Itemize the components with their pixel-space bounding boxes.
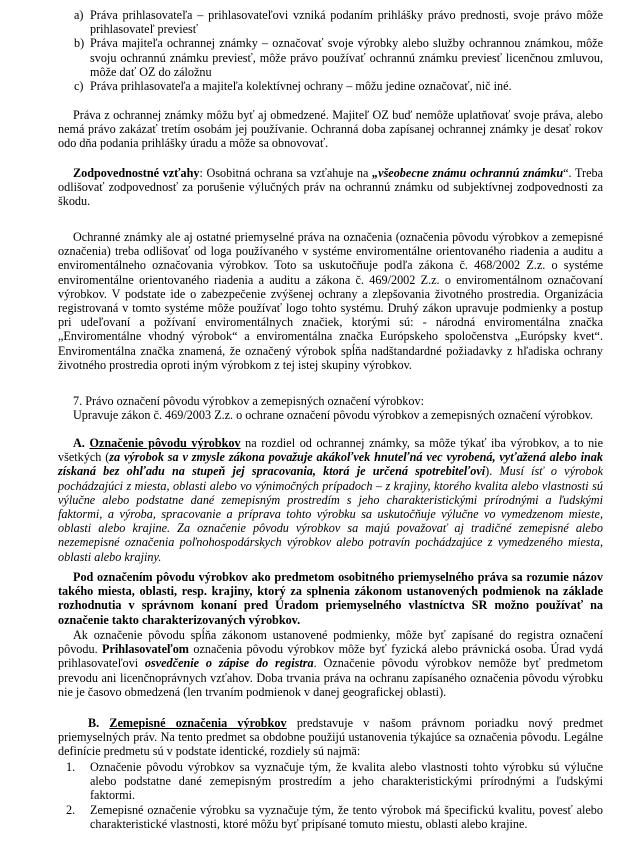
section-b-label: B. bbox=[88, 716, 110, 730]
list-item-text: Označenie pôvodu výrobkov sa vyznačuje tým, že kvalita alebo vlastnosti tohto výrobku sú výlučne alebo podstatne dané zemepisným prostredím a jeho charakteristickými prírodnými a ľudskými faktormi. bbox=[90, 760, 603, 803]
paragraph-origin-definition: Pod označením pôvodu výrobkov ako predmetom osobitného priemyselného práva sa rozumie názov takého miesta, oblasti, resp. krajiny, ktorý za splnenia zákonom ustanovených podmienok na základe rozhodnutia v správnom konaní pred Úradom priemyselného vlastníctva SR možno používať na označenie takto charakterizovaných výrobkov. bbox=[58, 570, 603, 627]
section-7-paragraph: Upravuje zákon č. 469/2003 Z.z. o ochrane označení pôvodu výrobkov a zemepisných označení výrobkov. bbox=[73, 408, 594, 422]
list-marker: a) bbox=[74, 8, 84, 22]
section-a-label: A. bbox=[73, 436, 90, 450]
paragraph-registration: Ak označenie pôvodu spĺňa zákonom ustanovené podmienky, môže byť zapísané do registra označení pôvodu. Prihlasovateľom označenia pôvodu výrobkov môže byť fyzická alebo právnická osoba. Úrad vydá prihlasovateľovi osvedčenie o zápise do registra. Označenie pôvodu výrobkov nemôže byť predmetom prevodu ani licenčnoprávnych vzťahov. Doba trvania práva na ochranu zapísaného označenia pôvodu výrobku nie je časovo obmedzená (len trvaním podmienok v danej geografickej oblasti). bbox=[58, 628, 603, 699]
list-item bbox=[58, 36, 603, 79]
section-b-paragraph: B. Zemepisné označenia výrobkov predstavuje v našom právnom poriadku nový predmet priemyselných práv. Na tento predmet sa obdobne použijú ustanovenia týkajúce sa označenia pôvodu. Legálne definície predmetu sú v podstate identické, rozdiely sú najmä: bbox=[58, 716, 603, 759]
list-marker: 1. bbox=[66, 760, 76, 774]
section-a-title: Označenie pôvodu výrobkov bbox=[89, 436, 241, 450]
list-item-text: Práva prihlasovateľa a majiteľa kolektívnej ochrany – môžu jedine označovať, nič iné. bbox=[90, 79, 512, 94]
section-a-paragraph: A. Označenie pôvodu výrobkov na rozdiel od ochrannej známky, sa môže týkať iba výrobkov, a to nie všetkých (za výrobok sa v zmysle zákona považuje akákoľvek hnuteľná vec vyrobená, vyťažená alebo inak získaná bez ohľadu na stupeň jej spracovania, ktorá je určená spotrebiteľovi). Musí ísť o výrobok pochádzajúci z miesta, oblasti alebo vo výnimočných prípadoch – z krajiny, ktorého kvalita alebo vlastnosti sú výlučne alebo podstatne dané zemepisným prostredím s jeho charakteristickými prírodnými a ľudskými faktormi, a výroba, spracovanie a príprava tohto výrobku sa uskutočňuje výlučne vo vymedzenom mieste, oblasti alebo krajine. Za označenie pôvodu výrobkov sa majú považovať aj tradičné zemepisné alebo nezemepisné označenia poľnohospodárskych výrobkov alebo potravín pochádzajúce z vymedzeného miesta, oblasti alebo krajiny. bbox=[58, 436, 603, 564]
paragraph-liability: Zodpovednostné vzťahy: Osobitná ochrana sa vzťahuje na „všeobecne známu ochrannú známku“. Treba odlišovať zodpovednosť za porušenie výlučných práv na ochrannú známku od subjektívnej zodpovednosti za škodu. bbox=[58, 166, 603, 209]
list-marker: b) bbox=[74, 36, 85, 51]
list-item bbox=[58, 8, 603, 36]
well-known-trademark: „všeobecne známu ochrannú známku bbox=[372, 166, 564, 180]
paragraph-environmental: Ochranné známky ale aj ostatné priemyselné práva na označenia (označenia pôvodu výrobkov a zemepisné označenia) treba odlišovať od loga používaného v systéme enviromentálne orientovaného riadenia a auditu a enviromentálneho označovania výrobkov. Toto sa uskutočňuje podľa zákona č. 468/2002 Z.z. o systéme enviromentálne orientovaného riadenia a auditu a zákona č. 469/2002 Z.z. o enviromentálnom označovaní výrobkov. V podstate ide o zabezpečenie zvýšenej ochrany a zlepšovania životného prostredia. Organizácia registrovaná v tomto systéme môže používať logo tohto systému. Druhý zákon upravuje podmienky a postup pri udeľovaní a požívaní enviromentálnych značiek, ktorými sú: - národná enviromentálna značka „Enviromentálne vhodný výrobok“ a enviromentálna značka Európskeho spoločenstva „Európsky kvet“. Enviromentálna značka znamená, že označený výrobok spĺňa nadštandardné požiadavky z hľadiska ochrany životného prostredia oproti iným výrobkom z tej istej skupiny výrobkov. bbox=[58, 230, 603, 372]
section-b-title: Zemepisné označenia výrobkov bbox=[109, 716, 287, 730]
paragraph-rights-limits: Práva z ochrannej známky môžu byť aj obmedzené. Majiteľ OZ buď nemôže uplatňovať svoje práva, alebo nemá právo zakázať tretím osobám jej používanie. Ochranná doba zapísanej ochrannej známky je desať rokov odo dňa podania prihlášky úradu a môže sa obnovovať. bbox=[58, 108, 603, 151]
registration-certificate: osvedčenie o zápise do registra bbox=[144, 656, 314, 671]
liability-heading: Zodpovednostné vzťahy bbox=[73, 166, 200, 180]
differences-list bbox=[58, 760, 603, 831]
list-marker: c) bbox=[74, 79, 84, 94]
list-item-text: Práva prihlasovateľa – prihlasovateľovi vzniká podaním prihlášky právo prednosti, svoje právo môže prihlasovateľ previesť bbox=[90, 8, 603, 37]
section-7-heading: 7. Právo označení pôvodu výrobkov a zemepisných označení výrobkov: bbox=[73, 394, 424, 408]
list-item-text: Práva majiteľa ochrannej známky – označovať svoje výrobky alebo služby ochrannou známkou, môže svoju ochrannú známku previesť, môže právo používať ochrannú známku previesť licenčnou zmluvou, môže dať OZ do záložnu bbox=[90, 36, 603, 79]
rights-list bbox=[58, 8, 603, 93]
list-item-text: Zemepisné označenie výrobku sa vyznačuje tým, že tento výrobok má špecifickú kvalitu, povesť alebo charakteristické vlastnosti, ktoré môžu byť pripísané tomuto miestu, oblasti alebo krajine. bbox=[90, 802, 603, 831]
applicant-term: Prihlasovateľom bbox=[102, 642, 189, 657]
list-item bbox=[58, 760, 603, 803]
list-item bbox=[58, 803, 603, 831]
list-marker: 2. bbox=[66, 802, 76, 817]
list-item bbox=[58, 79, 603, 93]
